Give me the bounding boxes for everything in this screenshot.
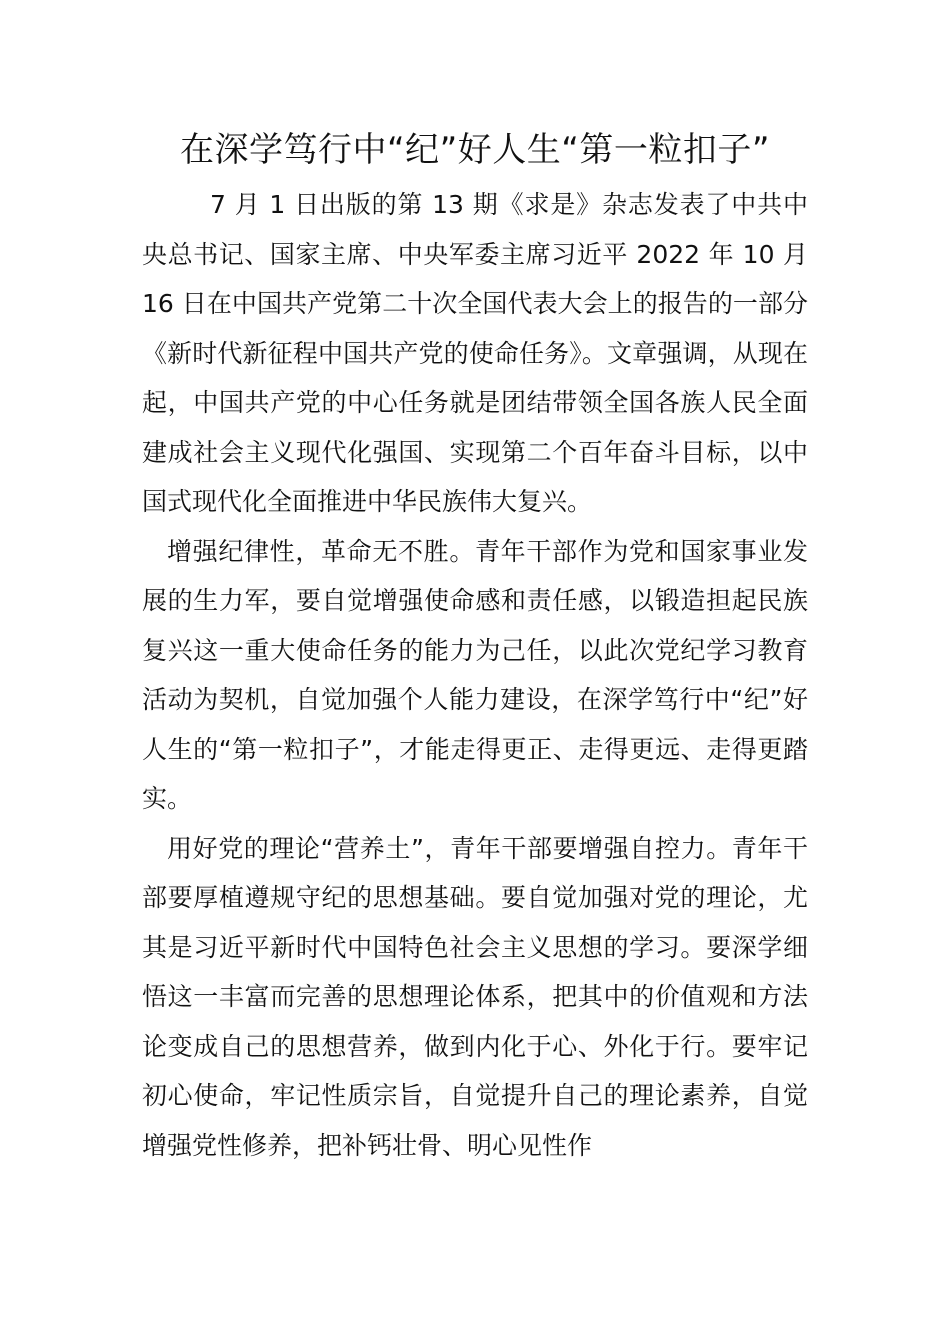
document-page — [142, 128, 808, 1170]
document-title: 在深学笃行中“纪”好人生“第一粒扣子” — [180, 130, 770, 170]
paragraph-1: 7 月 1 日出版的第 13 期《求是》杂志发表了中共中央总书记、国家主席、中央军委主席习近平 2022 年 10 月 16 日在中国共产党第二十次全国代表大会上的报告的一部分《新时代新征程中国共产党的使命任务》。文章强调，从现在起，中国共产党的中心任务就是团结带领全国各族人民全面建成社会主义现代化强国、实现第二个百年奋斗目标，以中国式现代化全面推进中华民族伟大复兴。 — [142, 190, 808, 516]
paragraph-3: 用好党的理论“营养土”，青年干部要增强自控力。青年干部要厚植遵规守纪的思想基础。要自觉加强对党的理论，尤其是习近平新时代中国特色社会主义思想的学习。要深学细悟这一丰富而完善的思想理论体系，把其中的价值观和方法论变成自己的思想营养，做到内化于心、外化于行。要牢记初心使命，牢记性质宗旨，自觉提升自己的理论素养，自觉增强党性修养，把补钙壮骨、明心见性作 — [142, 833, 808, 1160]
paragraph-2: 增强纪律性，革命无不胜。青年干部作为党和国家事业发展的生力军，要自觉增强使命感和责任感，以锻造担起民族复兴这一重大使命任务的能力为己任，以此次党纪学习教育活动为契机，自觉加强个人能力建设，在深学笃行中“纪”好人生的“第一粒扣子”，才能走得更正、走得更远、走得更踏实。 — [142, 536, 808, 813]
